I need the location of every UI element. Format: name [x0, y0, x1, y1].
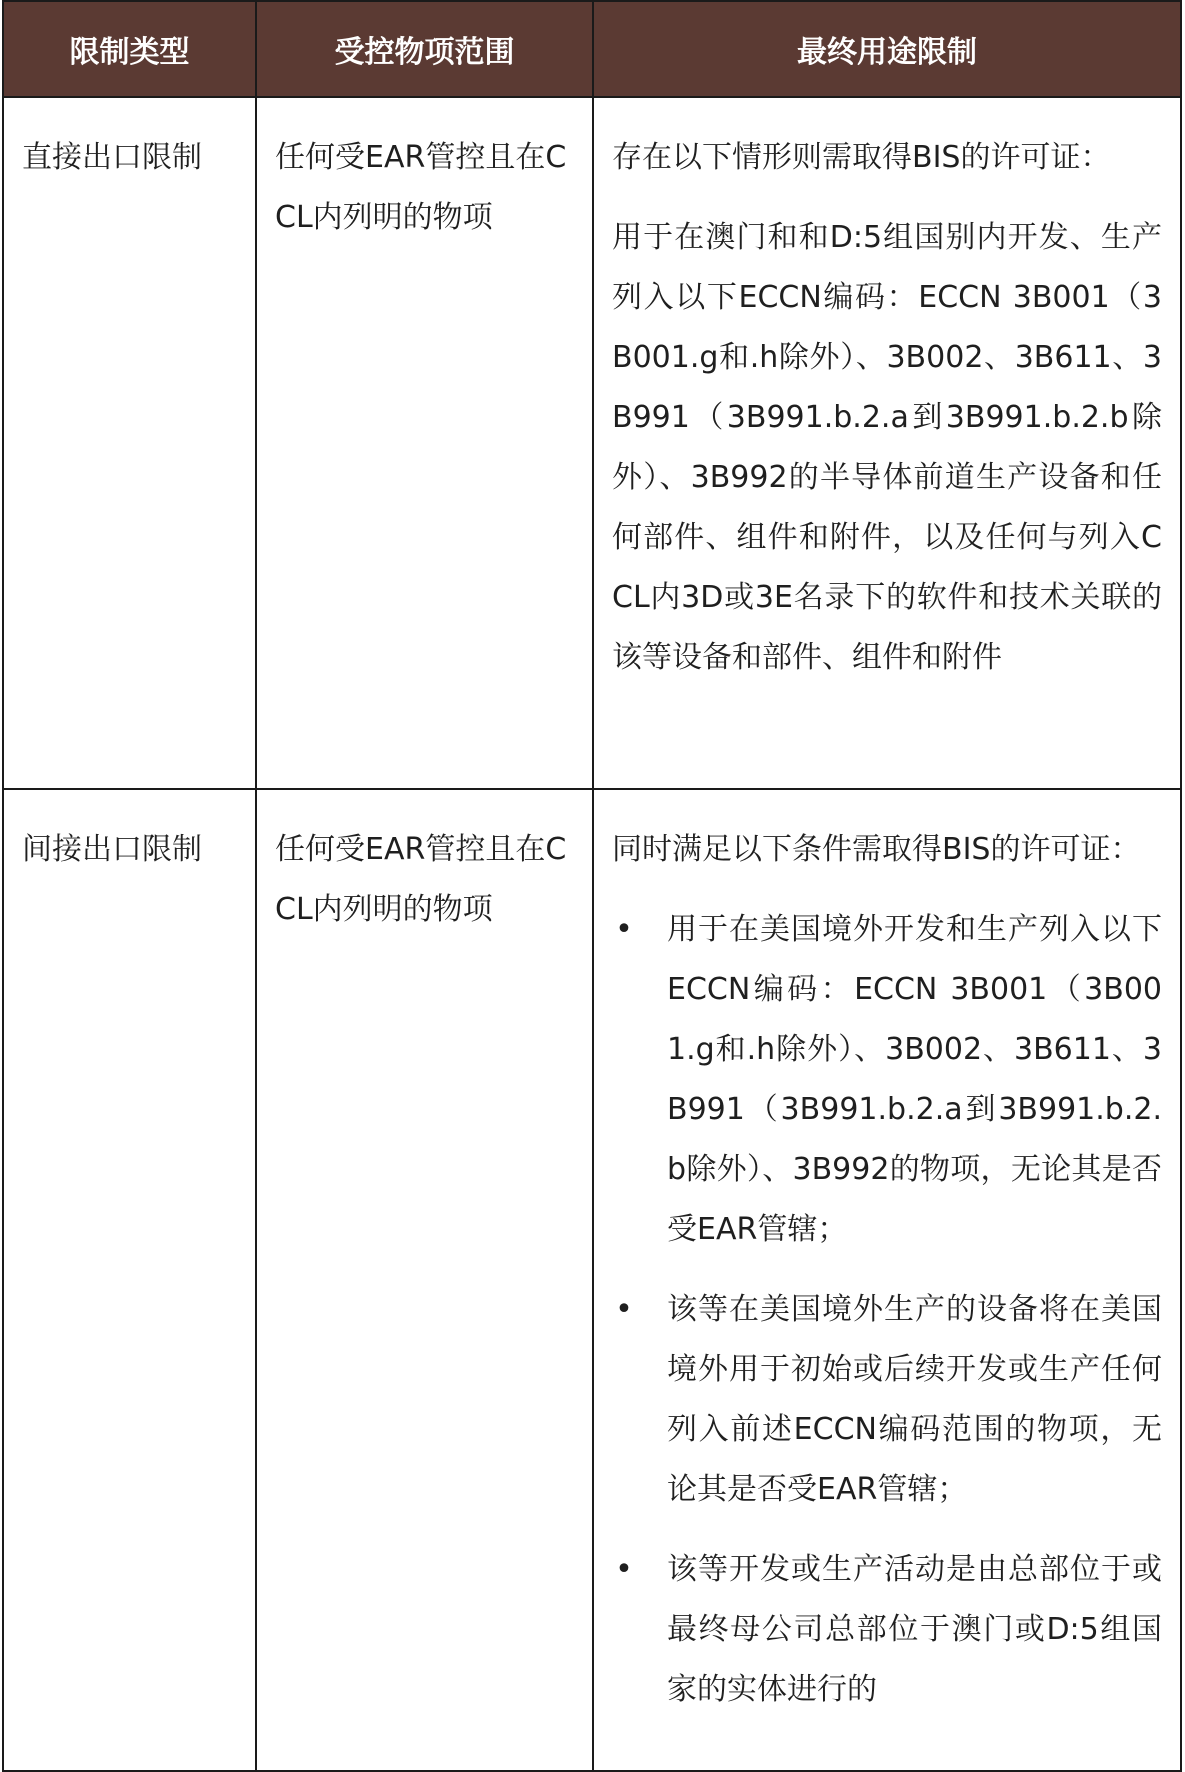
controlled-scope-cell: 任何受EAR管控且在CCL内列明的物项	[256, 97, 593, 789]
header-restriction-type: 限制类型	[3, 1, 256, 97]
condition-text: 该等在美国境外生产的设备将在美国境外用于初始或后续开发或生产任何列入前述ECCN编码范围的物项，无论其是否受EAR管辖；	[667, 1292, 1162, 1507]
list-item	[612, 1540, 1162, 1720]
bullet-icon: •	[615, 912, 633, 947]
end-use-restriction-cell	[593, 789, 1181, 1771]
restriction-body-text: 用于在澳门和和D:5组国别内开发、生产列入以下ECCN编码：ECCN 3B001（3B001.g和.h除外）、3B002、3B611、3B991（3B991.b.2.a到3B991.b.2.b除外）、3B992的半导体前道生产设备和任何部件、组件和附件，以及任何与列入CCL内3D或3E名录下的软件和技术关联的该等设备和部件、组件和附件	[612, 220, 1162, 675]
header-end-use-restriction: 最终用途限制	[593, 1, 1181, 97]
bullet-icon: •	[615, 1292, 633, 1327]
end-use-restriction-cell	[593, 97, 1181, 789]
restriction-lead-text: 存在以下情形则需取得BIS的许可证：	[612, 140, 1111, 175]
condition-list	[612, 900, 1162, 1720]
table-body	[3, 97, 1181, 1771]
condition-text: 用于在美国境外开发和生产列入以下ECCN编码：ECCN 3B001（3B001.g和.h除外）、3B002、3B611、3B991（3B991.b.2.a到3B991.b.2.b除外）、3B992的物项，无论其是否受EAR管辖；	[667, 912, 1162, 1247]
restriction-type-cell: 间接出口限制	[3, 789, 256, 1771]
bullet-icon: •	[615, 1552, 633, 1587]
controlled-scope-cell: 任何受EAR管控且在CCL内列明的物项	[256, 789, 593, 1771]
restriction-type-cell: 直接出口限制	[3, 97, 256, 789]
table-header	[3, 1, 1181, 97]
table-row-direct-export	[3, 97, 1181, 789]
table-row-indirect-export	[3, 789, 1181, 1771]
export-restriction-table	[2, 0, 1182, 1772]
restriction-lead-text: 同时满足以下条件需取得BIS的许可证：	[612, 832, 1141, 867]
header-row	[3, 1, 1181, 97]
list-item	[612, 900, 1162, 1260]
condition-text: 该等开发或生产活动是由总部位于或最终母公司总部位于澳门或D:5组国家的实体进行的	[667, 1552, 1162, 1707]
header-controlled-items-scope: 受控物项范围	[256, 1, 593, 97]
list-item	[612, 1280, 1162, 1520]
